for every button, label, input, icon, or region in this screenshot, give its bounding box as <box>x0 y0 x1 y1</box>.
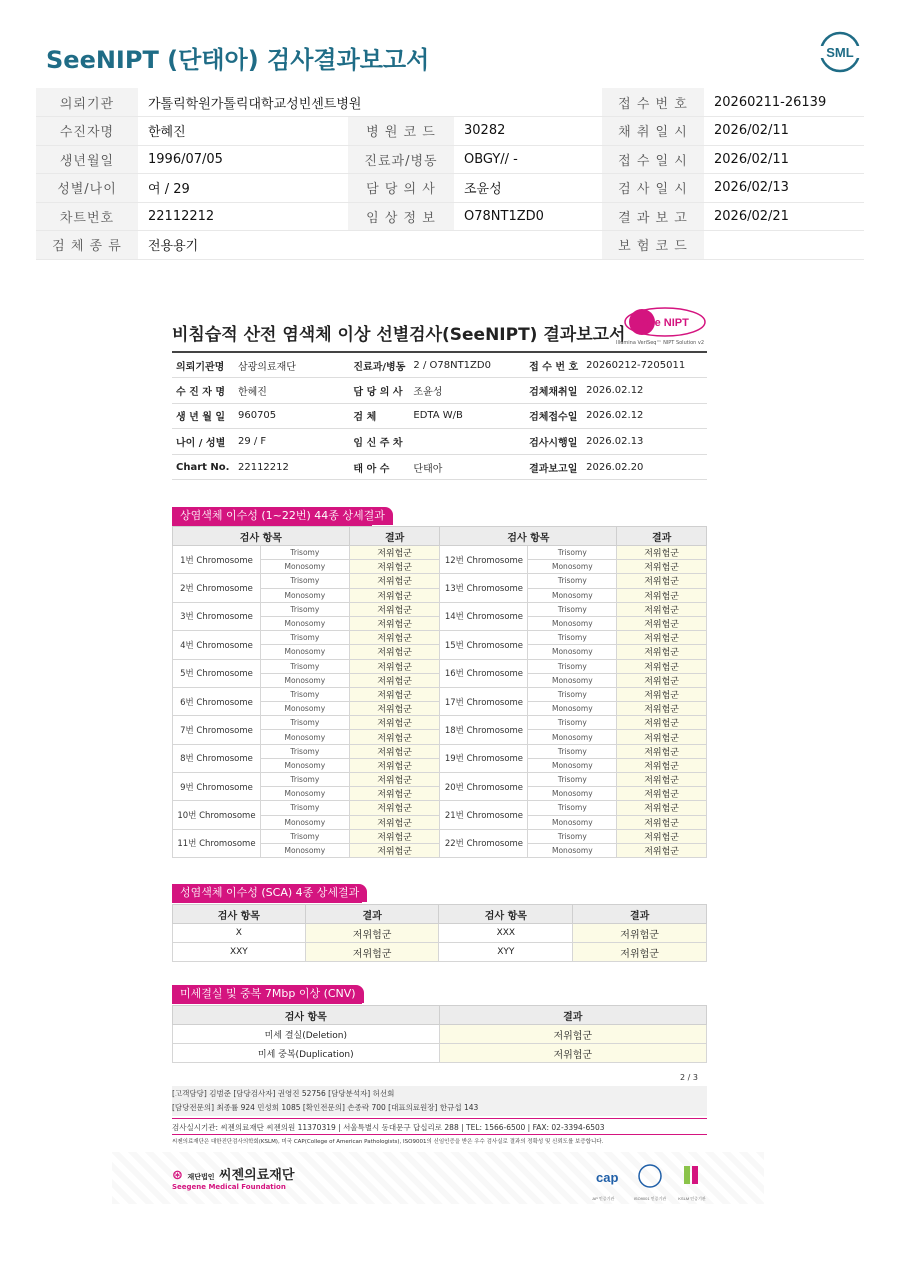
monosomy-label: Monosomy <box>260 588 349 602</box>
result-value: 저위험군 <box>617 843 707 857</box>
header-value: 30282 <box>454 117 602 146</box>
header-value: 한혜진 <box>138 117 348 146</box>
staff-line-1: [고객담당] 김범준 [담당검사자] 권영진 52756 [담당분석자] 허선회 <box>172 1089 395 1098</box>
patient-label: 검 체 <box>349 403 409 429</box>
chromosome-name: 19번 Chromosome <box>440 744 528 772</box>
seegene-mark-icon: ⊛ <box>172 1168 183 1183</box>
patient-label: 결과보고일 <box>525 454 582 480</box>
header-label: 수진자명 <box>36 117 138 146</box>
result-value: 저위험군 <box>617 574 707 588</box>
report-title: 비침습적 산전 염색체 이상 선별검사(SeeNIPT) 결과보고서 <box>172 325 626 345</box>
result-value: 저위험군 <box>617 631 707 645</box>
result-value: 저위험군 <box>349 730 440 744</box>
monosomy-label: Monosomy <box>260 758 349 772</box>
patient-value: EDTA W/B <box>409 403 525 429</box>
col-header-result: 결과 <box>349 527 440 546</box>
result-value: 저위험군 <box>617 673 707 687</box>
patient-label: 수 진 자 명 <box>172 378 234 404</box>
sca-item: XXY <box>173 943 306 962</box>
col-header-result: 결과 <box>617 527 707 546</box>
certification-note: 씨젠의료재단은 대한진단검사의학회(KSLM), 미국 CAP(College of American Pathologists), ISO9001의 신임인증을 받은 우수 검사실로 결과의 정확성 및 신뢰도를 보증합니다. <box>172 1139 604 1145</box>
result-value: 저위험군 <box>349 773 440 787</box>
result-value: 저위험군 <box>617 744 707 758</box>
patient-value: 삼광의료재단 <box>234 352 349 378</box>
trisomy-label: Trisomy <box>528 546 617 560</box>
patient-label: 생 년 월 일 <box>172 403 234 429</box>
page-number: 2 / 3 <box>680 1073 698 1082</box>
chromosome-row <box>173 716 707 730</box>
result-value: 저위험군 <box>349 602 440 616</box>
chromosome-name: 18번 Chromosome <box>440 716 528 744</box>
result-value: 저위험군 <box>439 1025 706 1044</box>
monosomy-label: Monosomy <box>260 815 349 829</box>
result-value: 저위험군 <box>349 673 440 687</box>
chromosome-name: 8번 Chromosome <box>173 744 261 772</box>
chromosome-name: 7번 Chromosome <box>173 716 261 744</box>
cnv-row <box>173 1044 707 1063</box>
monosomy-label: Monosomy <box>528 730 617 744</box>
trisomy-label: Trisomy <box>528 801 617 815</box>
trisomy-label: Trisomy <box>528 574 617 588</box>
result-value: 저위험군 <box>349 588 440 602</box>
monosomy-label: Monosomy <box>528 560 617 574</box>
chromosome-row <box>173 602 707 616</box>
chromosome-row <box>173 631 707 645</box>
patient-row <box>172 352 707 378</box>
sca-item: X <box>173 924 306 943</box>
header-row <box>36 117 864 146</box>
monosomy-label: Monosomy <box>260 673 349 687</box>
result-value: 저위험군 <box>617 801 707 815</box>
chromosome-row <box>173 659 707 673</box>
seenipt-logo <box>616 304 708 350</box>
header-label: 임 상 정 보 <box>348 202 454 231</box>
sca-item: XXX <box>439 924 573 943</box>
trisomy-label: Trisomy <box>528 659 617 673</box>
header-row <box>36 202 864 231</box>
chromosome-name: 2번 Chromosome <box>173 574 261 602</box>
header-label: 검 체 종 류 <box>36 231 138 260</box>
chromosome-name: 9번 Chromosome <box>173 773 261 801</box>
result-value: 저위험군 <box>617 602 707 616</box>
result-value: 저위험군 <box>573 943 707 962</box>
foundation-name-ko: 씨젠의료재단 <box>219 1168 295 1183</box>
header-label: 결 과 보 고 <box>602 202 704 231</box>
trisomy-label: Trisomy <box>260 659 349 673</box>
result-value: 저위험군 <box>349 687 440 701</box>
certification-logos <box>592 1158 712 1204</box>
patient-value: 2026.02.13 <box>582 429 707 455</box>
patient-value: 2 / O78NT1ZD0 <box>409 352 525 378</box>
trisomy-label: Trisomy <box>528 829 617 843</box>
header-value: 가톨릭학원가톨릭대학교성빈센트병원 <box>138 88 602 117</box>
embedded-report <box>168 300 709 1205</box>
seegene-logo <box>172 1164 294 1191</box>
header-label: 보 험 코 드 <box>602 231 704 260</box>
chromosome-name: 17번 Chromosome <box>440 687 528 715</box>
chromosome-row <box>173 829 707 843</box>
patient-value: 2026.02.12 <box>582 403 707 429</box>
kslm-logo-icon <box>684 1166 690 1184</box>
autosomal-section-title: 상염색체 이수성 (1~22번) 44종 상세결과 <box>172 507 393 525</box>
header-value: 여 / 29 <box>138 174 348 203</box>
result-value: 저위험군 <box>439 1044 706 1063</box>
header-info-table <box>36 88 864 260</box>
cnv-section-title: 미세결실 및 중복 7Mbp 이상 (CNV) <box>172 985 364 1003</box>
chromosome-name: 14번 Chromosome <box>440 602 528 630</box>
monosomy-label: Monosomy <box>528 702 617 716</box>
chromosome-name: 16번 Chromosome <box>440 659 528 687</box>
sml-logo-text: SML <box>826 45 854 60</box>
sca-item: XYY <box>439 943 573 962</box>
trisomy-label: Trisomy <box>528 773 617 787</box>
cnv-row <box>173 1025 707 1044</box>
result-value: 저위험군 <box>349 574 440 588</box>
monosomy-label: Monosomy <box>260 702 349 716</box>
result-value: 저위험군 <box>617 758 707 772</box>
sml-logo <box>818 30 862 74</box>
foundation-name-en: Seegene Medical Foundation <box>172 1183 286 1191</box>
trisomy-label: Trisomy <box>260 631 349 645</box>
result-value: 저위험군 <box>617 645 707 659</box>
col-header-item: 검사 항목 <box>440 527 617 546</box>
result-value: 저위험군 <box>349 716 440 730</box>
sca-results-table <box>172 904 707 962</box>
header-value: 2026/02/21 <box>704 202 864 231</box>
trisomy-label: Trisomy <box>260 801 349 815</box>
result-value: 저위험군 <box>349 702 440 716</box>
result-value: 저위험군 <box>617 716 707 730</box>
result-value: 저위험군 <box>349 631 440 645</box>
patient-label: 나이 / 성별 <box>172 429 234 455</box>
header-label: 채 취 일 시 <box>602 117 704 146</box>
result-value: 저위험군 <box>617 829 707 843</box>
header-value: 2026/02/13 <box>704 174 864 203</box>
result-value: 저위험군 <box>349 744 440 758</box>
header-label: 차트번호 <box>36 202 138 231</box>
chromosome-name: 22번 Chromosome <box>440 829 528 857</box>
trisomy-label: Trisomy <box>528 687 617 701</box>
chromosome-name: 15번 Chromosome <box>440 631 528 659</box>
monosomy-label: Monosomy <box>260 843 349 857</box>
result-value: 저위험군 <box>349 815 440 829</box>
header-row <box>36 231 864 260</box>
chromosome-name: 1번 Chromosome <box>173 546 261 574</box>
result-value: 저위험군 <box>349 843 440 857</box>
monosomy-label: Monosomy <box>528 588 617 602</box>
patient-label: 검사시행일 <box>525 429 582 455</box>
result-value: 저위험군 <box>617 730 707 744</box>
chromosome-row <box>173 687 707 701</box>
col-header-result: 결과 <box>439 1006 706 1025</box>
header-value: O78NT1ZD0 <box>454 202 602 231</box>
header-label: 진료과/병동 <box>348 145 454 174</box>
trisomy-label: Trisomy <box>260 744 349 758</box>
chromosome-row <box>173 744 707 758</box>
header-value: 조윤성 <box>454 174 602 203</box>
chromosome-name: 3번 Chromosome <box>173 602 261 630</box>
header-label: 생년월일 <box>36 145 138 174</box>
header-label: 담 당 의 사 <box>348 174 454 203</box>
result-value: 저위험군 <box>349 616 440 630</box>
monosomy-label: Monosomy <box>528 616 617 630</box>
trisomy-label: Trisomy <box>528 744 617 758</box>
result-value: 저위험군 <box>617 702 707 716</box>
header-value: OBGY// - <box>454 145 602 174</box>
patient-value <box>409 429 525 455</box>
patient-value: 20260212-7205011 <box>582 352 707 378</box>
result-value: 저위험군 <box>349 560 440 574</box>
chromosome-name: 12번 Chromosome <box>440 546 528 574</box>
monosomy-label: Monosomy <box>528 787 617 801</box>
seenipt-logo-subtitle: Illumina VeriSeq™ NIPT Solution v2 <box>616 340 705 346</box>
col-header-result: 결과 <box>305 905 439 924</box>
monosomy-label: Monosomy <box>260 787 349 801</box>
trisomy-label: Trisomy <box>260 773 349 787</box>
trisomy-label: Trisomy <box>260 602 349 616</box>
result-value: 저위험군 <box>305 924 439 943</box>
patient-value: 29 / F <box>234 429 349 455</box>
chromosome-row <box>173 773 707 787</box>
result-value: 저위험군 <box>573 924 707 943</box>
header-value: 2026/02/11 <box>704 117 864 146</box>
monosomy-label: Monosomy <box>528 645 617 659</box>
result-value: 저위험군 <box>305 943 439 962</box>
col-header-result: 결과 <box>573 905 707 924</box>
header-label: 의뢰기관 <box>36 88 138 117</box>
autosomal-results-table <box>172 526 707 858</box>
patient-value: 단태아 <box>409 454 525 480</box>
header-value <box>704 231 864 260</box>
monosomy-label: Monosomy <box>528 815 617 829</box>
patient-label: 의뢰기관명 <box>172 352 234 378</box>
patient-row <box>172 454 707 480</box>
header-value: 1996/07/05 <box>138 145 348 174</box>
patient-value: 조윤성 <box>409 378 525 404</box>
chromosome-name: 10번 Chromosome <box>173 801 261 829</box>
chromosome-row <box>173 546 707 560</box>
chromosome-name: 11번 Chromosome <box>173 829 261 857</box>
monosomy-label: Monosomy <box>528 758 617 772</box>
col-header-item: 검사 항목 <box>173 1006 440 1025</box>
chromosome-name: 5번 Chromosome <box>173 659 261 687</box>
trisomy-label: Trisomy <box>260 574 349 588</box>
trisomy-label: Trisomy <box>260 716 349 730</box>
header-row <box>36 174 864 203</box>
cnv-item: 미세 결실(Deletion) <box>173 1025 440 1044</box>
header-value: 2026/02/11 <box>704 145 864 174</box>
chromosome-row <box>173 801 707 815</box>
result-value: 저위험군 <box>349 758 440 772</box>
header-label: 성별/나이 <box>36 174 138 203</box>
header-row <box>36 145 864 174</box>
patient-label: 접 수 번 호 <box>525 352 582 378</box>
page-title: SeeNIPT (단태아) 검사결과보고서 <box>46 46 430 74</box>
sca-row <box>173 943 707 962</box>
result-value: 저위험군 <box>349 645 440 659</box>
result-value: 저위험군 <box>349 829 440 843</box>
col-header-item: 검사 항목 <box>439 905 573 924</box>
header-label: 검 사 일 시 <box>602 174 704 203</box>
patient-value: 22112212 <box>234 454 349 480</box>
patient-label: 임 신 주 차 <box>349 429 409 455</box>
sca-section-title: 성염색체 이수성 (SCA) 4종 상세결과 <box>172 884 367 902</box>
trisomy-label: Trisomy <box>260 829 349 843</box>
trisomy-label: Trisomy <box>260 546 349 560</box>
result-value: 저위험군 <box>617 773 707 787</box>
result-value: 저위험군 <box>617 687 707 701</box>
chromosome-name: 6번 Chromosome <box>173 687 261 715</box>
cnv-results-table <box>172 1005 707 1063</box>
cnv-item: 미세 중복(Duplication) <box>173 1044 440 1063</box>
chromosome-name: 13번 Chromosome <box>440 574 528 602</box>
patient-row <box>172 429 707 455</box>
result-value: 저위험군 <box>617 659 707 673</box>
result-value: 저위험군 <box>349 787 440 801</box>
patient-value: 2026.02.20 <box>582 454 707 480</box>
lab-info: 검사실시기관: 씨젠의료재단 씨젠의원 11370319 | 서울특별시 동대문구 답십리로 288 | TEL: 1566-6500 | FAX: 02-3394-6503 <box>172 1123 605 1132</box>
trisomy-label: Trisomy <box>528 716 617 730</box>
foundation-prefix: 재단법인 <box>187 1173 215 1181</box>
patient-label: 검체채취일 <box>525 378 582 404</box>
cap-logo: cap <box>596 1170 619 1185</box>
patient-label: Chart No. <box>172 454 234 480</box>
header-label: 접 수 번 호 <box>602 88 704 117</box>
trisomy-label: Trisomy <box>260 687 349 701</box>
trisomy-label: Trisomy <box>528 602 617 616</box>
patient-label: 검체접수일 <box>525 403 582 429</box>
monosomy-label: Monosomy <box>260 730 349 744</box>
header-value: 전용용기 <box>138 231 602 260</box>
patient-value: 한혜진 <box>234 378 349 404</box>
patient-row <box>172 403 707 429</box>
chromosome-name: 21번 Chromosome <box>440 801 528 829</box>
patient-value: 2026.02.12 <box>582 378 707 404</box>
header-value: 22112212 <box>138 202 348 231</box>
col-header-item: 검사 항목 <box>173 905 306 924</box>
cert-label: KSLM 인증기관 <box>678 1196 706 1201</box>
header-value: 20260211-26139 <box>704 88 864 117</box>
cert-label: CAP 인증기관 <box>592 1196 615 1201</box>
chromosome-name: 4번 Chromosome <box>173 631 261 659</box>
patient-value: 960705 <box>234 403 349 429</box>
staff-line-2: [담당전문의] 최종률 924 민성희 1085 [확인전문의] 손종락 700 [대표의료원장] 한규섭 143 <box>172 1103 479 1112</box>
monosomy-label: Monosomy <box>260 616 349 630</box>
patient-info-table <box>172 351 707 480</box>
monosomy-label: Monosomy <box>260 645 349 659</box>
iso-logo-icon <box>639 1165 661 1187</box>
chromosome-name: 20번 Chromosome <box>440 773 528 801</box>
result-value: 저위험군 <box>617 560 707 574</box>
patient-label: 태 아 수 <box>349 454 409 480</box>
result-value: 저위험군 <box>349 801 440 815</box>
result-value: 저위험군 <box>617 815 707 829</box>
header-row <box>36 88 864 117</box>
header-label: 병 원 코 드 <box>348 117 454 146</box>
monosomy-label: Monosomy <box>260 560 349 574</box>
result-value: 저위험군 <box>617 546 707 560</box>
result-value: 저위험군 <box>349 659 440 673</box>
result-value: 저위험군 <box>617 616 707 630</box>
result-value: 저위험군 <box>617 588 707 602</box>
cert-label: ISO9001 인증기관 <box>633 1196 667 1201</box>
result-value: 저위험군 <box>617 787 707 801</box>
col-header-item: 검사 항목 <box>173 527 350 546</box>
header-label: 접 수 일 시 <box>602 145 704 174</box>
patient-label: 담 당 의 사 <box>349 378 409 404</box>
chromosome-row <box>173 574 707 588</box>
trisomy-label: Trisomy <box>528 631 617 645</box>
monosomy-label: Monosomy <box>528 843 617 857</box>
monosomy-label: Monosomy <box>528 673 617 687</box>
patient-row <box>172 378 707 404</box>
patient-label: 진료과/병동 <box>349 352 409 378</box>
result-value: 저위험군 <box>349 546 440 560</box>
sca-row <box>173 924 707 943</box>
seenipt-logo-text: See NIPT <box>641 317 689 329</box>
